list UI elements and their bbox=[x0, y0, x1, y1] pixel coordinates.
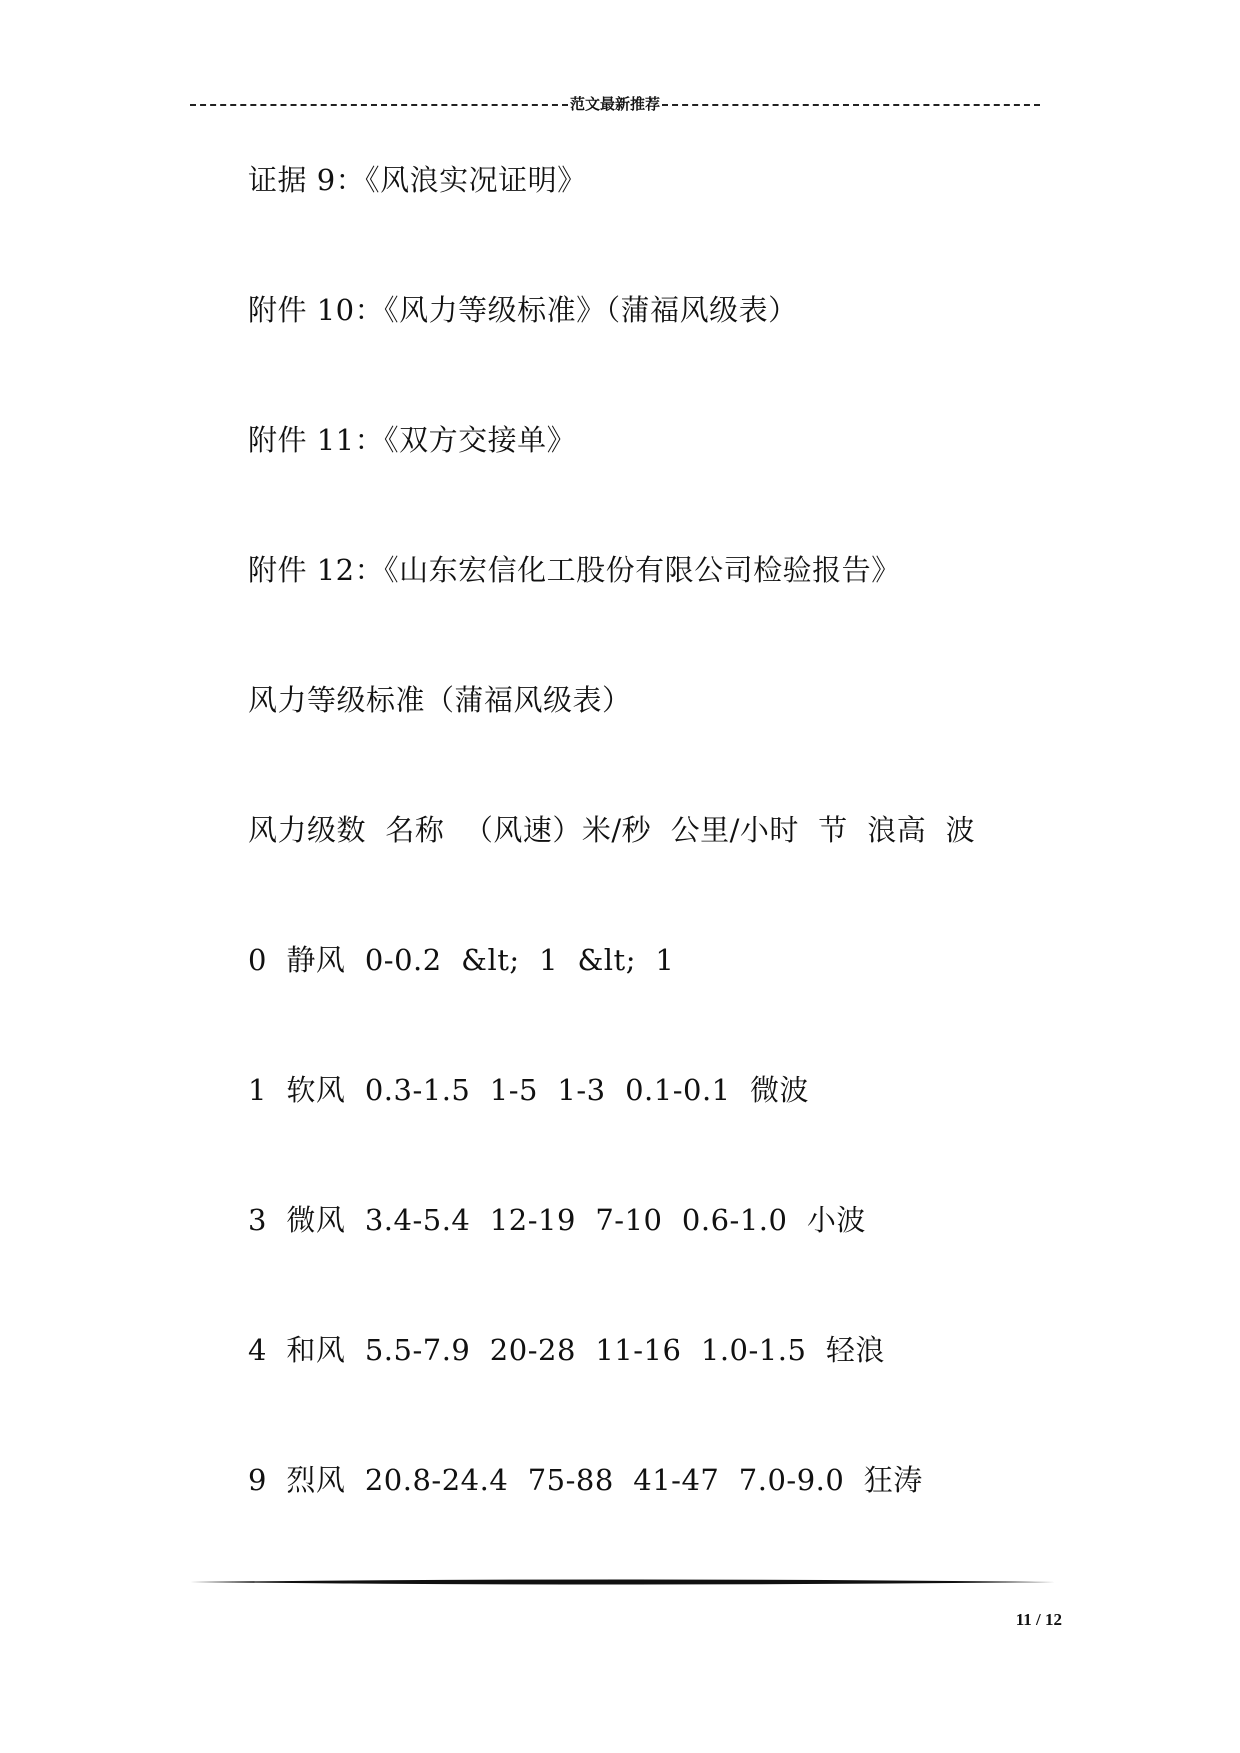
attachment-11-line: 附件 11：《双方交接单》 bbox=[248, 423, 577, 457]
attachment-10-line: 附件 10：《风力等级标准》（蒲福风级表） bbox=[248, 293, 798, 327]
header-title: 范文最新推荐 bbox=[570, 96, 661, 113]
footer-rule bbox=[190, 1577, 1055, 1587]
table-header-line: 风力级数 名称 （风速）米/秒 公里/小时 节 浪高 波 bbox=[248, 813, 976, 847]
evidence-9-line: 证据 9：《风浪实况证明》 bbox=[248, 163, 587, 197]
table-row: 4 和风 5.5-7.9 20-28 11-16 1.0-1.5 轻浪 bbox=[248, 1333, 885, 1367]
section-heading: 风力等级标准（蒲福风级表） bbox=[248, 683, 632, 717]
table-row: 0 静风 0-0.2 &lt; 1 &lt; 1 bbox=[248, 943, 675, 977]
attachment-12-line: 附件 12：《山东宏信化工股份有限公司检验报告》 bbox=[248, 553, 901, 587]
page-number: 11 / 12 bbox=[1015, 1610, 1062, 1629]
document-body bbox=[248, 160, 1068, 1590]
page-header bbox=[190, 92, 1040, 114]
header-dashes-right bbox=[662, 104, 1040, 106]
table-row: 1 软风 0.3-1.5 1-5 1-3 0.1-0.1 微波 bbox=[248, 1073, 810, 1107]
header-dashes-left bbox=[190, 104, 568, 106]
table-row: 9 烈风 20.8-24.4 75-88 41-47 7.0-9.0 狂涛 bbox=[248, 1463, 923, 1497]
table-row: 3 微风 3.4-5.4 12-19 7-10 0.6-1.0 小波 bbox=[248, 1203, 866, 1237]
